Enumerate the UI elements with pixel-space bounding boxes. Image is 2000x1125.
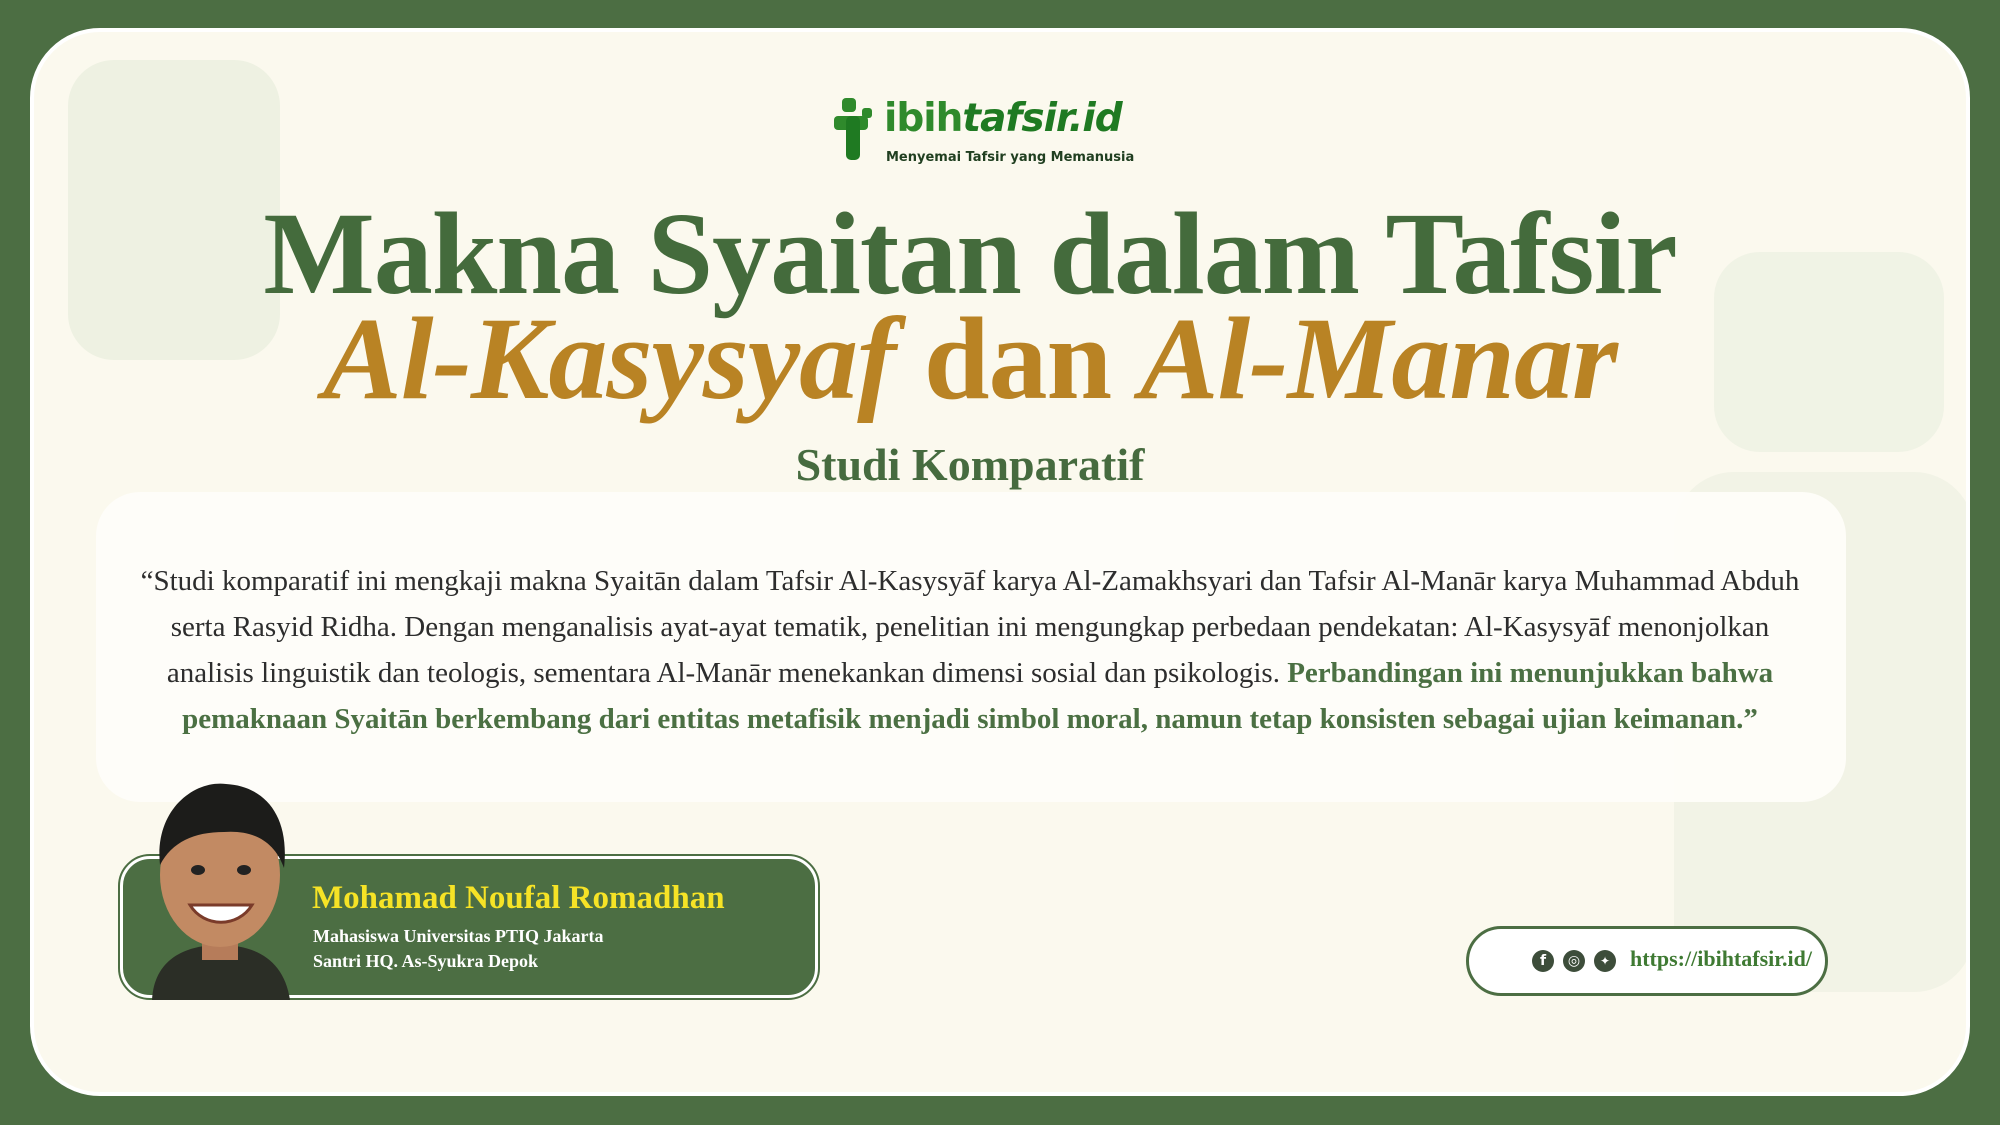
logo-tagline: Menyemai Tafsir yang Memanusia (886, 150, 1135, 165)
facebook-icon[interactable]: f (1532, 950, 1554, 972)
quote-text: “Studi komparatif ini mengkaji makna Syaitān dalam Tafsir Al-Kasysyāf karya Al-Zamakhsyari dan Tafsir Al-Manār karya Muhammad Abduh serta Rasyid Ridha. Dengan menganalisis ayat-ayat tematik, penelitian ini mengungkap perbedaan pendekatan: Al-Kasysyāf menonjolkan analisis linguistik dan teologis, sementara Al-Manār menekankan dimensi sosial dan psikologis. (140, 565, 1800, 689)
subtitle: Studi Komparatif (795, 439, 1145, 490)
website-link[interactable]: https://ibihtafsir.id/ (1630, 946, 1812, 971)
twitter-icon[interactable]: ✦ (1594, 950, 1616, 972)
logo-mark-icon (834, 98, 886, 162)
author-photo (134, 770, 306, 1000)
title-line-1: Makna Syaitan dalam Tafsir (263, 188, 1677, 319)
author-name: Mohamad Noufal Romadhan (312, 880, 725, 916)
title-line-2: Al-Kasysyaf dan Al-Manar (323, 293, 1617, 424)
abstract-quote (130, 558, 1810, 742)
author-affiliation-2: Santri HQ. As-Syukra Depok (313, 951, 539, 971)
brand-logo[interactable] (834, 68, 1135, 165)
author-affiliation: Mahasiswa Universitas PTIQ Jakarta (313, 926, 604, 946)
instagram-icon[interactable]: ◎ (1563, 950, 1585, 972)
logo-wordmark: ibihtafsir.id (884, 96, 1122, 141)
quote-highlight: Perbandingan ini menunjukkan bahwa pemaknaan Syaitān berkembang dari entitas metafisik menjadi simbol moral, namun tetap konsisten sebagai ujian keimanan.” (182, 657, 1774, 735)
